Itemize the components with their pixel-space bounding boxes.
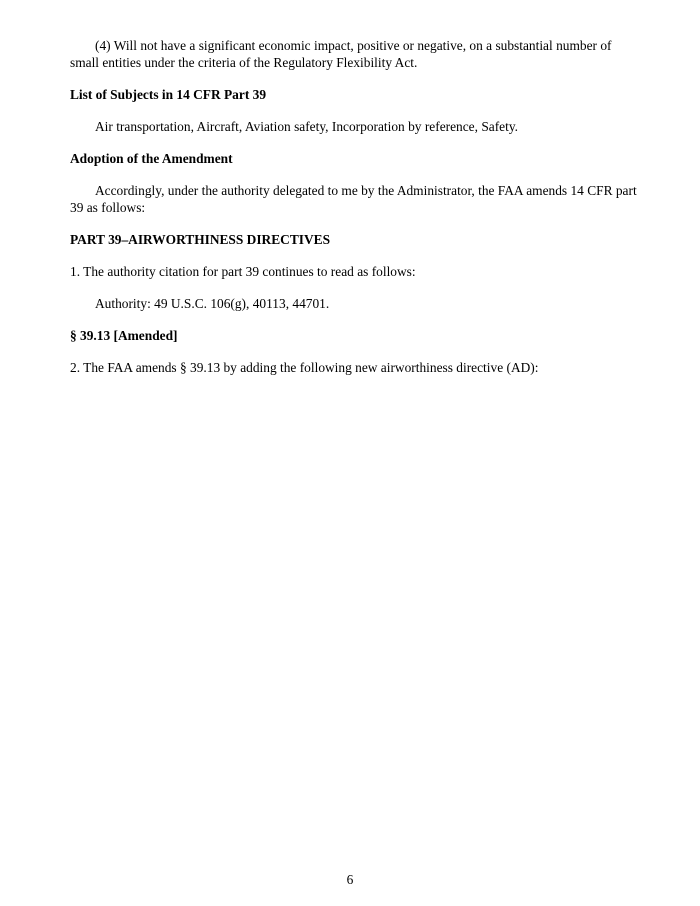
subjects-heading: List of Subjects in 14 CFR Part 39 bbox=[70, 87, 267, 102]
amendment-paragraph: 2. The FAA amends § 39.13 by adding the following new airworthiness directive (AD): bbox=[70, 360, 539, 375]
authority-paragraph: Authority: 49 U.S.C. 106(g), 40113, 44701. bbox=[95, 296, 330, 311]
subjects-paragraph: Air transportation, Aircraft, Aviation safety, Incorporation by reference, Safety. bbox=[95, 119, 519, 134]
document-body bbox=[70, 37, 640, 391]
section-39-13-heading: § 39.13 [Amended] bbox=[70, 328, 178, 343]
adoption-paragraph: Accordingly, under the authority delegated to me by the Administrator, the FAA amends 14 CFR part 39 as follows: bbox=[70, 183, 637, 215]
authority-citation-paragraph: 1. The authority citation for part 39 continues to read as follows: bbox=[70, 264, 416, 279]
regulatory-flexibility-paragraph: (4) Will not have a significant economic impact, positive or negative, on a substantial number of small entities under the criteria of the Regulatory Flexibility Act. bbox=[70, 38, 612, 70]
part-39-heading: PART 39–AIRWORTHINESS DIRECTIVES bbox=[70, 232, 331, 247]
page-number: 6 bbox=[346, 872, 354, 887]
adoption-heading: Adoption of the Amendment bbox=[70, 151, 233, 166]
